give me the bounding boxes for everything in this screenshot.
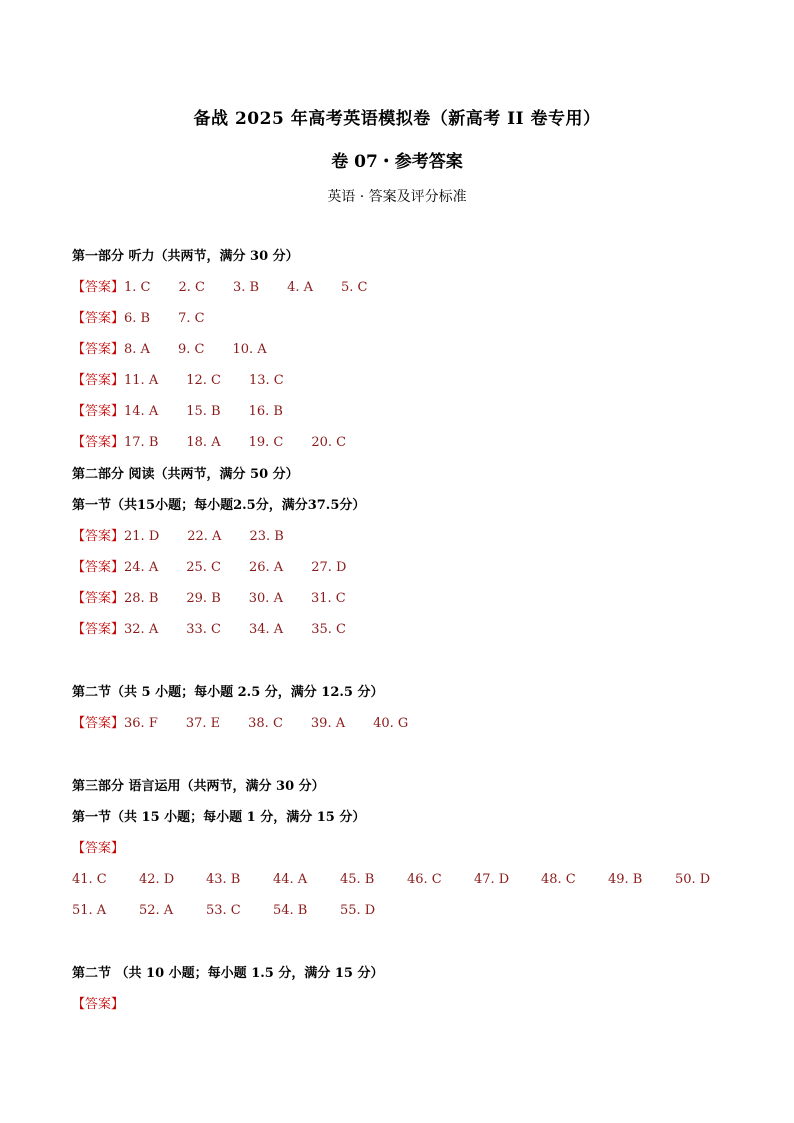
answer-line — [72, 279, 368, 297]
answer-label: 【答案】 — [72, 841, 125, 856]
answer-item: 2. C — [178, 280, 205, 295]
answer-item: 19. C — [248, 435, 284, 450]
answer-line — [72, 310, 205, 328]
answer-line — [72, 372, 284, 390]
answer-item: 10. A — [232, 342, 267, 357]
answer-item: 23. B — [249, 529, 284, 544]
answer-item: 54. B — [273, 903, 308, 918]
answer-item: 27. D — [311, 560, 347, 575]
answer-item: 45. B — [340, 872, 375, 887]
answer-item: 31. C — [310, 591, 346, 606]
answer-item: 3. B — [232, 280, 260, 295]
answer-line — [72, 715, 408, 733]
answer-item: 9. C — [177, 342, 205, 357]
answer-item: 21. D — [124, 529, 160, 544]
answer-item: 41. C — [72, 872, 107, 887]
part3-heading: 第三部分 语言运用（共两节，满分 30 分） — [72, 779, 325, 794]
part3-section2-heading: 第二节 （共 10 小题；每小题 1.5 分，满分 15 分） — [72, 966, 384, 981]
answer-item: 1. C — [124, 280, 151, 295]
answer-item: 30. A — [248, 591, 283, 606]
answer-item: 7. C — [178, 311, 205, 326]
answer-label: 【答案】 — [72, 622, 125, 637]
answer-line — [72, 528, 284, 546]
answer-label: 【答案】 — [72, 591, 125, 606]
answer-line — [72, 621, 346, 639]
answer-line — [72, 434, 346, 452]
answer-item: 48. C — [541, 872, 576, 887]
part2-section2-heading: 第二节（共 5 小题；每小题 2.5 分，满分 12.5 分） — [72, 685, 384, 700]
answer-line — [72, 341, 267, 359]
answer-label: 【答案】 — [72, 373, 125, 388]
answer-item: 24. A — [124, 560, 159, 575]
answer-label: 【答案】 — [72, 435, 125, 450]
answer-line — [72, 590, 346, 608]
answer-item: 42. D — [139, 872, 175, 887]
answer-item: 26. A — [248, 560, 284, 575]
answer-item: 37. E — [185, 716, 221, 731]
answer-label: 【答案】 — [72, 342, 125, 357]
answer-label: 【答案】 — [72, 716, 125, 731]
answer-item: 12. C — [186, 373, 221, 388]
document-caption: 英语 · 答案及评分标准 — [327, 189, 467, 205]
document-subtitle: 卷 07・参考答案 — [331, 152, 463, 172]
answer-line — [72, 559, 346, 577]
part2-heading: 第二部分 阅读（共两节，满分 50 分） — [72, 467, 299, 482]
answer-item: 46. C — [407, 872, 442, 887]
answer-label: 【答案】 — [72, 560, 125, 575]
answer-item: 8. A — [124, 342, 150, 357]
answer-item: 52. A — [139, 903, 174, 918]
answer-item: 49. B — [608, 872, 643, 887]
answer-item: 20. C — [311, 435, 347, 450]
answer-item: 40. G — [373, 716, 409, 731]
answer-item: 50. D — [675, 872, 711, 887]
answer-item: 47. D — [474, 872, 510, 887]
answer-item: 36. F — [124, 716, 158, 731]
answer-item: 28. B — [124, 591, 159, 606]
answer-item: 32. A — [124, 622, 159, 637]
answer-item: 39. A — [310, 716, 346, 731]
answer-item: 18. A — [186, 435, 221, 450]
answer-item: 17. B — [124, 435, 159, 450]
part1-heading: 第一部分 听力（共两节，满分 30 分） — [72, 249, 299, 264]
answer-label: 【答案】 — [72, 311, 125, 326]
answer-item: 44. A — [273, 872, 308, 887]
answer-item: 53. C — [206, 903, 241, 918]
answer-item: 55. D — [340, 903, 376, 918]
answer-grid-row — [72, 902, 732, 920]
answer-item: 4. A — [287, 280, 314, 295]
answer-item: 22. A — [187, 529, 222, 544]
answer-item: 6. B — [124, 311, 151, 326]
answer-item: 13. C — [248, 373, 284, 388]
part2-section1-heading: 第一节（共15小题；每小题2.5分，满分37.5分） — [72, 498, 366, 513]
answer-item: 25. C — [186, 560, 221, 575]
answer-item: 11. A — [124, 373, 159, 388]
answer-label: 【答案】 — [72, 280, 125, 295]
answer-item: 35. C — [311, 622, 346, 637]
answer-label: 【答案】 — [72, 404, 125, 419]
answer-item: 14. A — [124, 404, 159, 419]
document-title: 备战 2025 年高考英语模拟卷（新高考 II 卷专用） — [193, 109, 601, 129]
answer-grid-row — [72, 871, 732, 889]
answer-item: 43. B — [206, 872, 241, 887]
answer-label: 【答案】 — [72, 997, 125, 1012]
answer-item: 38. C — [248, 716, 283, 731]
answer-item: 15. B — [186, 404, 221, 419]
answer-item: 51. A — [72, 903, 107, 918]
answer-item: 33. C — [186, 622, 221, 637]
answer-line — [72, 403, 283, 421]
answer-item: 34. A — [248, 622, 284, 637]
answer-item: 16. B — [248, 404, 283, 419]
answer-item: 29. B — [186, 591, 221, 606]
answer-item: 5. C — [341, 280, 368, 295]
part3-section1-heading: 第一节（共 15 小题；每小题 1 分，满分 15 分） — [72, 810, 366, 825]
answer-label: 【答案】 — [72, 529, 125, 544]
